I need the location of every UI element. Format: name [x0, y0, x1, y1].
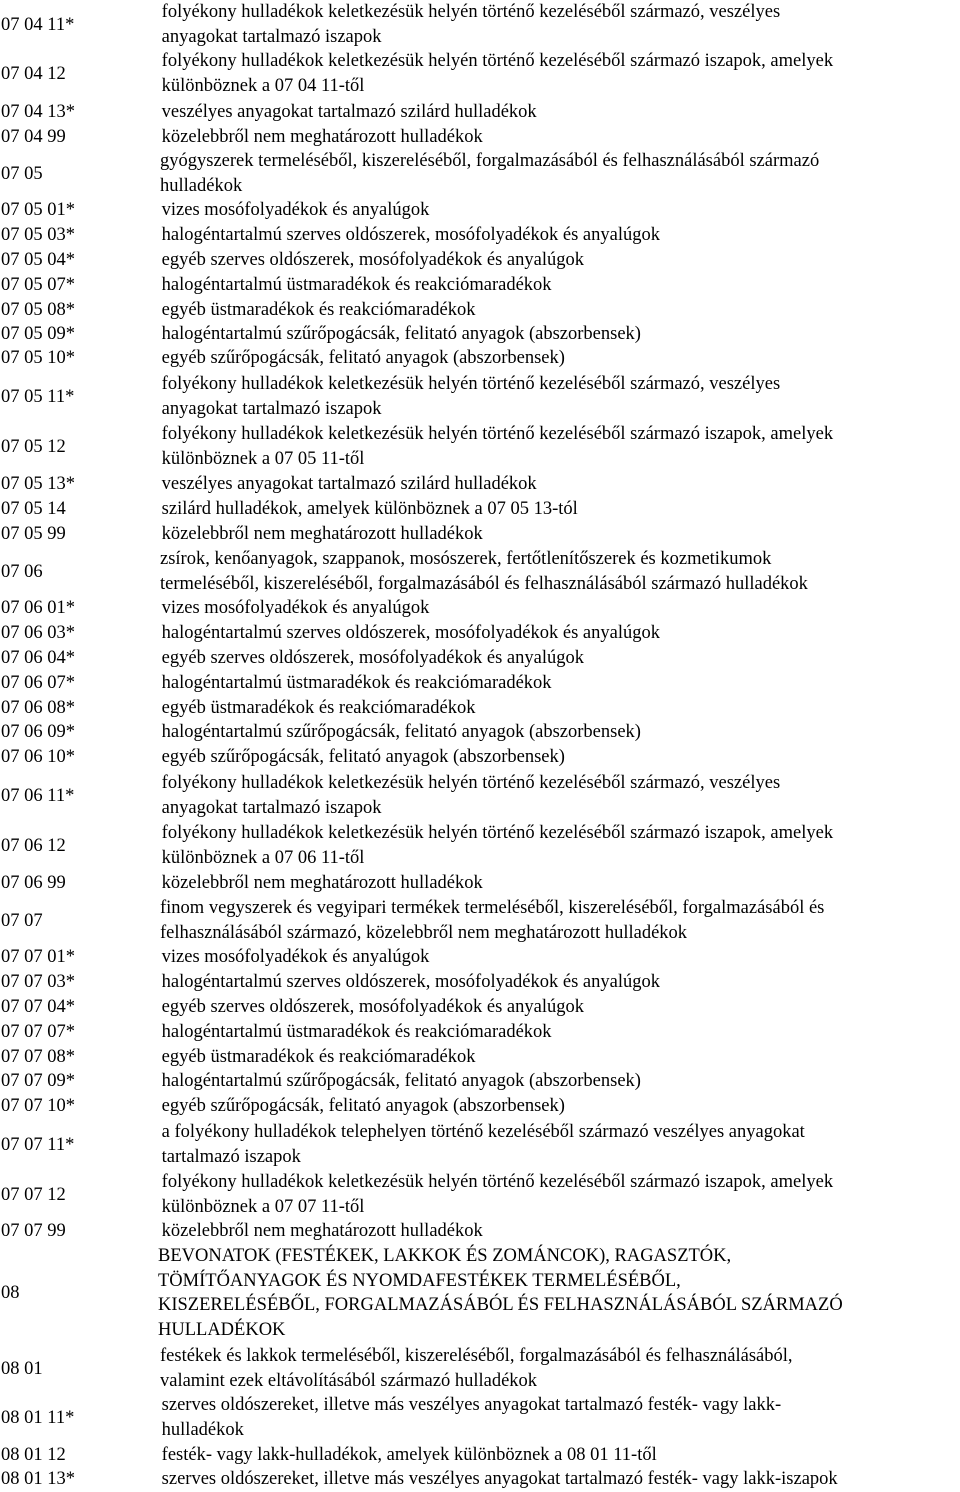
waste-description [162, 1170, 960, 1219]
waste-code: 07 04 13* [1, 102, 75, 123]
description-line: szerves oldószereket, illetve más veszélyes anyagokat tartalmazó festék- vagy lakk- [161, 1395, 782, 1415]
waste-description [162, 248, 960, 273]
waste-code: 08 01 [1, 1358, 43, 1379]
description-line: hulladékok [160, 175, 243, 196]
description-line: halogéntartalmú üstmaradékok és reakciómaradékok [161, 275, 552, 295]
waste-code: 07 05 03* [1, 225, 75, 246]
waste-code: 07 06 07* [1, 673, 75, 694]
description-line: folyékony hulladékok keletkezésük helyén történő kezeléséből származó, veszélyes [161, 374, 781, 394]
waste-description [162, 771, 960, 820]
description-line: anyagokat tartalmazó iszapok [161, 398, 382, 419]
description-line: egyéb szerves oldószerek, mosófolyadékok és anyalúgok [161, 648, 584, 668]
waste-description [162, 49, 960, 98]
description-line: közelebbről nem meghatározott hulladékok [161, 524, 483, 544]
description-line: halogéntartalmú szűrőpogácsák, felitató anyagok (abszorbensek) [161, 722, 641, 742]
table-row [0, 995, 960, 1020]
waste-code: 07 05 09* [1, 324, 75, 345]
table-row [0, 771, 960, 820]
waste-code: 07 05 01* [1, 200, 75, 221]
description-line: festékek és lakkok termeléséből, kiszereléséből, forgalmazásából és felhasználásából, [160, 1346, 793, 1366]
description-line: folyékony hulladékok keletkezésük helyén történő kezeléséből származó iszapok, amelyek [161, 51, 834, 71]
waste-code: 07 05 [1, 163, 43, 184]
description-line: közelebbről nem meghatározott hulladékok [161, 873, 483, 893]
description-line: gyógyszerek termeléséből, kiszereléséből, forgalmazásából és felhasználásából származó [160, 151, 820, 171]
table-row [0, 821, 960, 870]
waste-description [162, 223, 960, 248]
description-line: folyékony hulladékok keletkezésük helyén történő kezeléséből származó, veszélyes [161, 2, 781, 22]
table-row [0, 497, 960, 522]
table-row [0, 547, 960, 596]
waste-code: 07 06 03* [1, 623, 75, 644]
waste-code: 07 06 04* [1, 648, 75, 669]
table-row [0, 1020, 960, 1045]
description-line: különböznek a 07 06 11-től [161, 847, 365, 868]
waste-description [162, 1393, 960, 1442]
waste-code: 08 01 12 [1, 1445, 66, 1466]
description-line: szerves oldószereket, illetve más veszélyes anyagokat tartalmazó festék- vagy lakk-iszapok [161, 1469, 838, 1489]
description-line: halogéntartalmú üstmaradékok és reakciómaradékok [161, 1022, 552, 1042]
table-row [0, 346, 960, 371]
table-row [0, 1393, 960, 1442]
table-row [0, 1467, 960, 1492]
table-row [0, 0, 960, 49]
waste-code: 08 01 13* [1, 1469, 75, 1490]
table-row [0, 671, 960, 696]
table-row [0, 149, 960, 198]
description-line: felhasználásából származó, közelebbről nem meghatározott hulladékok [160, 922, 688, 943]
waste-description [158, 1244, 958, 1342]
waste-description [162, 322, 960, 347]
table-row [0, 1244, 960, 1342]
description-line: közelebbről nem meghatározott hulladékok [161, 1221, 483, 1241]
waste-description [162, 1467, 960, 1492]
waste-description [162, 671, 960, 696]
waste-description [160, 896, 960, 945]
waste-description [162, 621, 960, 646]
waste-code: 07 07 11* [1, 1134, 75, 1155]
description-line: HULLADÉKOK [158, 1319, 286, 1340]
waste-code: 07 07 12 [1, 1184, 66, 1205]
waste-code: 07 05 07* [1, 275, 75, 296]
waste-description [162, 346, 960, 371]
description-line: halogéntartalmú szerves oldószerek, mosófolyadékok és anyalúgok [161, 225, 660, 245]
waste-code: 07 04 11* [1, 14, 75, 35]
table-row [0, 720, 960, 745]
description-line: veszélyes anyagokat tartalmazó szilárd hulladékok [161, 102, 537, 122]
waste-code: 07 05 04* [1, 250, 75, 271]
waste-code: 07 06 11* [1, 785, 75, 806]
waste-description [162, 522, 960, 547]
table-row [0, 1045, 960, 1070]
description-line: egyéb szerves oldószerek, mosófolyadékok és anyalúgok [161, 997, 584, 1017]
table-row [0, 298, 960, 323]
waste-description [162, 1443, 960, 1468]
waste-description [162, 1094, 960, 1119]
description-line: zsírok, kenőanyagok, szappanok, mosószerek, fertőtlenítőszerek és kozmetikumok [160, 549, 772, 569]
description-line: anyagokat tartalmazó iszapok [161, 797, 382, 818]
description-line: szilárd hulladékok, amelyek különböznek a 07 05 13-tól [161, 499, 578, 519]
description-line: tartalmazó iszapok [161, 1146, 301, 1167]
table-row [0, 945, 960, 970]
description-line: finom vegyszerek és vegyipari termékek termeléséből, kiszereléséből, forgalmazásából és [160, 898, 825, 918]
waste-description [162, 198, 960, 223]
table-row [0, 372, 960, 421]
waste-description [162, 970, 960, 995]
description-line: halogéntartalmú szerves oldószerek, mosófolyadékok és anyalúgok [161, 972, 660, 992]
description-line: vizes mosófolyadékok és anyalúgok [161, 598, 430, 618]
waste-description [160, 547, 960, 596]
table-row [0, 696, 960, 721]
waste-description [162, 1020, 960, 1045]
waste-code: 07 05 11* [1, 386, 75, 407]
table-row [0, 1094, 960, 1119]
description-line: vizes mosófolyadékok és anyalúgok [161, 947, 430, 967]
description-line: különböznek a 07 05 11-től [161, 448, 365, 469]
table-row [0, 223, 960, 248]
waste-code: 07 07 03* [1, 972, 75, 993]
waste-description [162, 497, 960, 522]
waste-description [162, 422, 960, 471]
waste-description [162, 298, 960, 323]
description-line: hulladékok [161, 1419, 244, 1440]
waste-code: 07 05 08* [1, 300, 75, 321]
description-line: egyéb szűrőpogácsák, felitató anyagok (abszorbensek) [161, 1096, 565, 1116]
waste-description [162, 273, 960, 298]
waste-description [160, 1344, 960, 1393]
description-line: valamint ezek eltávolításából származó hulladékok [160, 1370, 538, 1391]
table-row [0, 621, 960, 646]
description-line: folyékony hulladékok keletkezésük helyén történő kezeléséből származó iszapok, amelyek [161, 1172, 834, 1192]
waste-description [162, 1045, 960, 1070]
description-line: egyéb szűrőpogácsák, felitató anyagok (abszorbensek) [161, 747, 565, 767]
waste-description [162, 821, 960, 870]
table-row [0, 596, 960, 621]
description-line: egyéb szűrőpogácsák, felitató anyagok (abszorbensek) [161, 348, 565, 368]
table-row [0, 1069, 960, 1094]
table-row [0, 472, 960, 497]
table-row [0, 970, 960, 995]
description-line: anyagokat tartalmazó iszapok [161, 26, 382, 47]
waste-code: 07 06 09* [1, 722, 75, 743]
waste-code: 08 01 11* [1, 1407, 75, 1428]
description-line: veszélyes anyagokat tartalmazó szilárd hulladékok [161, 474, 537, 494]
description-line: egyéb üstmaradékok és reakciómaradékok [161, 1047, 476, 1067]
waste-description [162, 1219, 960, 1244]
table-row [0, 896, 960, 945]
table-row [0, 322, 960, 347]
description-line: halogéntartalmú szerves oldószerek, mosófolyadékok és anyalúgok [161, 623, 660, 643]
waste-code: 07 06 01* [1, 598, 75, 619]
waste-description [162, 1069, 960, 1094]
table-row [0, 100, 960, 125]
waste-description [162, 125, 960, 150]
waste-code: 07 07 08* [1, 1047, 75, 1068]
description-line: a folyékony hulladékok telephelyen történő kezeléséből származó veszélyes anyagokat [161, 1122, 805, 1142]
table-row [0, 1219, 960, 1244]
description-line: KISZERELÉSÉBŐL, FORGALMAZÁSÁBÓL ÉS FELHASZNÁLÁSÁBÓL SZÁRMAZÓ [158, 1295, 843, 1316]
waste-description [162, 372, 960, 421]
waste-description [162, 0, 960, 49]
waste-code: 07 06 12 [1, 835, 66, 856]
waste-description [162, 646, 960, 671]
table-row [0, 422, 960, 471]
waste-description [162, 100, 960, 125]
description-line: halogéntartalmú szűrőpogácsák, felitató anyagok (abszorbensek) [161, 1071, 641, 1091]
waste-code: 07 07 07* [1, 1022, 75, 1043]
table-row [0, 646, 960, 671]
waste-code: 07 07 [1, 910, 43, 931]
waste-code: 08 [1, 1283, 20, 1304]
waste-description [162, 945, 960, 970]
waste-code: 07 04 12 [1, 63, 66, 84]
waste-code: 07 07 04* [1, 997, 75, 1018]
waste-description [162, 720, 960, 745]
waste-code: 07 07 99 [1, 1221, 66, 1242]
description-line: TÖMÍTŐANYAGOK ÉS NYOMDAFESTÉKEK TERMELÉSÉBŐL, [158, 1270, 681, 1291]
description-line: termeléséből, kiszereléséből, forgalmazásából és felhasználásából származó hulladékok [160, 573, 808, 594]
waste-description [162, 995, 960, 1020]
description-line: halogéntartalmú üstmaradékok és reakciómaradékok [161, 673, 552, 693]
description-line: közelebbről nem meghatározott hulladékok [161, 127, 483, 147]
waste-code: 07 06 08* [1, 698, 75, 719]
table-row [0, 198, 960, 223]
description-line: folyékony hulladékok keletkezésük helyén történő kezeléséből származó, veszélyes [161, 773, 781, 793]
table-row [0, 125, 960, 150]
waste-code: 07 05 13* [1, 474, 75, 495]
table-row [0, 248, 960, 273]
waste-code: 07 05 99 [1, 524, 66, 545]
waste-code: 07 07 01* [1, 947, 75, 968]
waste-description [162, 745, 960, 770]
description-line: folyékony hulladékok keletkezésük helyén történő kezeléséből származó iszapok, amelyek [161, 823, 834, 843]
waste-code: 07 06 10* [1, 747, 75, 768]
description-line: egyéb üstmaradékok és reakciómaradékok [161, 698, 476, 718]
waste-code: 07 05 14 [1, 499, 66, 520]
table-row [0, 49, 960, 98]
waste-description [162, 1120, 960, 1169]
description-line: halogéntartalmú szűrőpogácsák, felitató anyagok (abszorbensek) [161, 324, 641, 344]
waste-code: 07 06 [1, 561, 43, 582]
table-row [0, 1170, 960, 1219]
waste-code: 07 05 10* [1, 348, 75, 369]
waste-code: 07 07 09* [1, 1071, 75, 1092]
waste-code: 07 07 10* [1, 1096, 75, 1117]
table-row [0, 745, 960, 770]
table-row [0, 1443, 960, 1468]
table-row [0, 1120, 960, 1169]
waste-code: 07 04 99 [1, 127, 66, 148]
description-line: különböznek a 07 07 11-től [161, 1196, 365, 1217]
description-line: egyéb üstmaradékok és reakciómaradékok [161, 300, 476, 320]
description-line: egyéb szerves oldószerek, mosófolyadékok és anyalúgok [161, 250, 584, 270]
waste-description [162, 696, 960, 721]
table-row [0, 871, 960, 896]
table-row [0, 1344, 960, 1393]
waste-description [162, 871, 960, 896]
table-row [0, 522, 960, 547]
description-line: festék- vagy lakk-hulladékok, amelyek különböznek a 08 01 11-től [161, 1445, 657, 1465]
waste-description [162, 596, 960, 621]
table-row [0, 273, 960, 298]
description-line: folyékony hulladékok keletkezésük helyén történő kezeléséből származó iszapok, amelyek [161, 424, 834, 444]
description-line: BEVONATOK (FESTÉKEK, LAKKOK ÉS ZOMÁNCOK), RAGASZTÓK, [158, 1246, 732, 1266]
waste-code: 07 06 99 [1, 873, 66, 894]
description-line: különböznek a 07 04 11-től [161, 75, 365, 96]
waste-description [162, 472, 960, 497]
waste-description [160, 149, 960, 198]
waste-code: 07 05 12 [1, 436, 66, 457]
description-line: vizes mosófolyadékok és anyalúgok [161, 200, 430, 220]
